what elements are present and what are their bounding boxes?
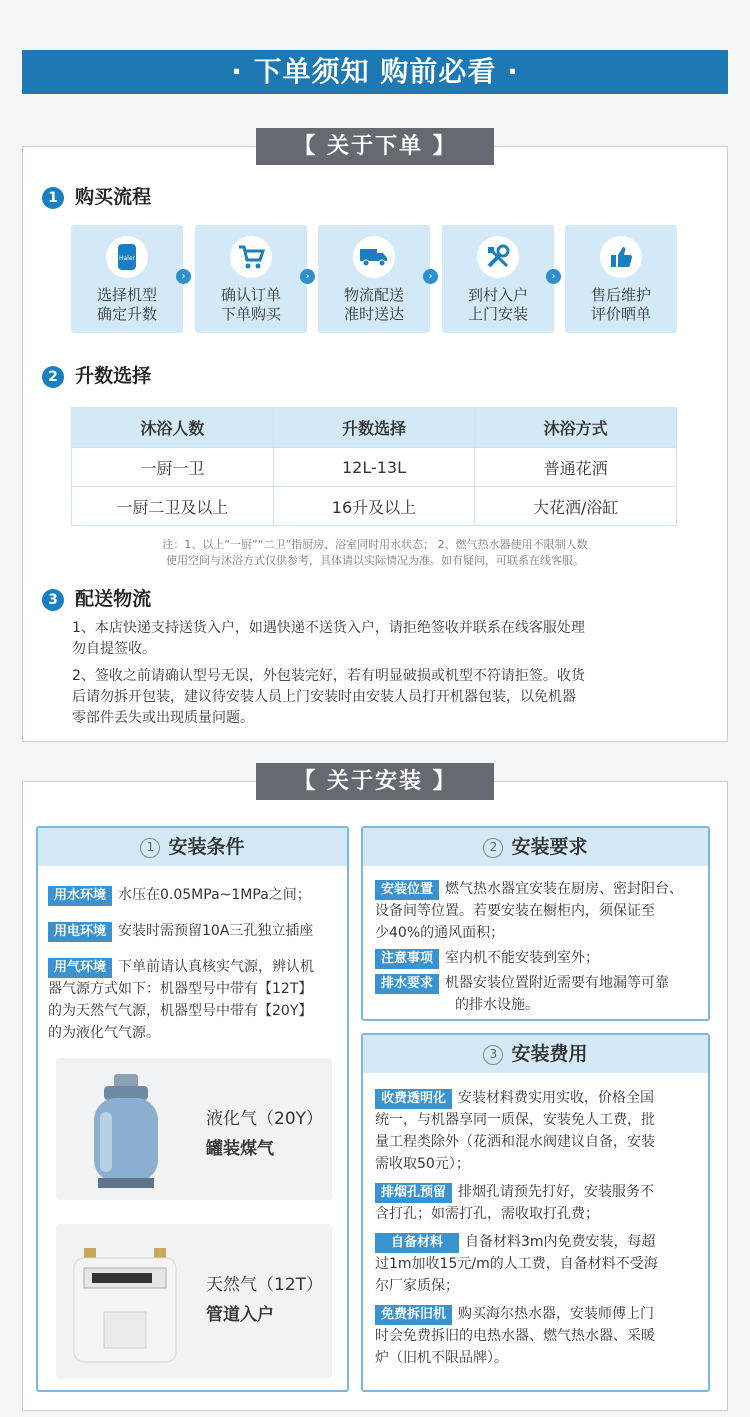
fee-exhaust-hole xyxy=(375,1181,700,1225)
requirement-drain xyxy=(375,972,700,1016)
install-fees-card xyxy=(361,1033,710,1392)
flow-step xyxy=(565,225,677,333)
fee-text: 购买海尔热水器，安装师傅上门 xyxy=(458,1306,655,1322)
chevron-right-icon: › xyxy=(300,269,315,284)
chevron-right-icon: › xyxy=(546,269,561,284)
truck-icon xyxy=(353,236,395,278)
gas-cylinder-icon xyxy=(86,1072,166,1194)
drain-label: 排水要求 xyxy=(375,974,439,994)
table-header-cell: 沐浴方式 xyxy=(475,408,677,448)
chevron-right-icon: › xyxy=(423,269,438,284)
position-text: 设备间等位置。若要安装在橱柜内，须保证至 xyxy=(375,903,655,919)
fee-text: 统一，与机器享同一质保，安装免人工费，批 xyxy=(375,1112,655,1128)
water-label: 用水环境 xyxy=(48,886,112,906)
fee-text: 排烟孔请预先打好，安装服务不 xyxy=(458,1184,655,1200)
natural-gas-product xyxy=(56,1224,332,1379)
flow-step xyxy=(195,225,307,333)
step-label-line1: 选择机型 xyxy=(96,286,157,304)
gas-text: 的为液化气气源。 xyxy=(48,1025,160,1041)
capacity-note xyxy=(60,537,690,569)
card-number: 3 xyxy=(483,1045,503,1065)
materials-label: 自备材料 xyxy=(375,1233,459,1253)
drain-text: 的排水设施。 xyxy=(455,997,539,1013)
card-title: 安装条件 xyxy=(168,836,245,858)
card-title: 安装费用 xyxy=(511,1043,588,1065)
position-label: 安装位置 xyxy=(375,880,439,900)
section-number: 3 xyxy=(42,589,64,611)
step-label-line2: 评价晒单 xyxy=(590,305,651,323)
order-tab: 【 关于下单 】 xyxy=(256,128,494,165)
para-line: 2、签收之前请确认型号无误，外包装完好，若有明显破损或机型不符请拒签。收货 xyxy=(72,668,585,684)
cart-icon xyxy=(230,236,272,278)
section-capacity-heading xyxy=(42,361,151,388)
water-text: 水压在0.05MPa~1MPa之间； xyxy=(118,887,311,903)
attention-text: 室内机不能安装到室外； xyxy=(445,950,600,966)
table-header-cell: 沐浴人数 xyxy=(72,408,274,448)
table-header-row xyxy=(72,408,677,448)
svg-text:Haier: Haier xyxy=(118,255,136,262)
flow-step xyxy=(318,225,430,333)
gas-label: 用气环境 xyxy=(48,958,112,978)
fee-own-materials xyxy=(375,1231,700,1297)
drain-text: 机器安装位置附近需要有地漏等可靠 xyxy=(445,975,670,991)
section-title: 购买流程 xyxy=(75,186,152,208)
chevron-right-icon: › xyxy=(176,269,191,284)
exhaust-label: 排烟孔预留 xyxy=(375,1183,452,1203)
table-cell: 一厨一卫 xyxy=(72,448,274,487)
step-label-line2: 下单购买 xyxy=(220,305,281,323)
section-title: 配送物流 xyxy=(75,588,152,610)
fee-old-removal xyxy=(375,1303,700,1369)
gas-text: 的为天然气气源，机器型号中带有【20Y】 xyxy=(48,1003,313,1019)
step-label-line2: 确定升数 xyxy=(96,305,157,323)
fee-text: 量工程类除外（花洒和混水阀建议自备，安装 xyxy=(375,1134,655,1150)
attention-label: 注意事项 xyxy=(375,949,439,969)
gas-meter-icon xyxy=(70,1246,180,1370)
section-purchase-flow-heading xyxy=(42,182,151,209)
fee-text: 自备材料3m内免费安装，每超 xyxy=(465,1234,656,1250)
condition-water xyxy=(48,884,337,906)
requirement-position xyxy=(375,878,700,944)
step-label-line1: 到村入户 xyxy=(467,286,528,304)
delivery-text xyxy=(72,618,712,729)
page-banner: · 下单须知 购前必看 · xyxy=(22,50,728,94)
transparent-label: 收费透明化 xyxy=(375,1089,452,1109)
card-header xyxy=(363,1035,708,1073)
install-tab: 【 关于安装 】 xyxy=(256,763,494,800)
note-line: 使用空间与沐浴方式仅供参考，具体请以实际情况为准。如有疑问，可联系在线客服。 xyxy=(166,554,584,567)
lpg-sub: 罐装煤气 xyxy=(206,1139,274,1159)
step-label-line1: 确认订单 xyxy=(220,286,281,304)
fee-text: 安装材料费实用实收，价格全国 xyxy=(458,1090,655,1106)
card-number: 1 xyxy=(140,838,160,858)
fee-text: 时会免费拆旧的电热水器、燃气热水器、采暖 xyxy=(375,1328,655,1344)
step-label-line1: 物流配送 xyxy=(343,286,404,304)
fee-text: 尔厂家质保； xyxy=(375,1278,459,1294)
install-conditions-card xyxy=(36,826,349,1392)
fee-text: 过1m加收15元/m的人工费，自备材料不受海 xyxy=(375,1256,658,1272)
section-delivery-heading xyxy=(42,584,151,611)
table-row xyxy=(72,448,677,487)
position-text: 燃气热水器宜安装在厨房、密封阳台、 xyxy=(445,881,684,897)
table-cell: 一厨二卫及以上 xyxy=(72,487,274,526)
table-header-cell: 升数选择 xyxy=(273,408,475,448)
step-label-line1: 售后维护 xyxy=(590,286,651,304)
step-label-line2: 准时送达 xyxy=(343,305,404,323)
requirement-attention xyxy=(375,947,700,969)
para-line: 后请勿拆开包装，建议待安装人员上门安装时由安装人员打开机器包装，以免机器 xyxy=(72,689,576,705)
natural-gas-name: 天然气（12T） xyxy=(206,1275,324,1295)
para-line: 1、本店快递支持送货入户，如遇快递不送货入户，请拒绝签收并联系在线客服处理 xyxy=(72,620,585,636)
tools-icon xyxy=(477,236,519,278)
removal-label: 免费拆旧机 xyxy=(375,1305,452,1325)
electric-text: 安装时需预留10A三孔独立插座 xyxy=(118,923,314,939)
step-label-line2: 上门安装 xyxy=(467,305,528,323)
flow-step xyxy=(71,225,183,333)
table-row xyxy=(72,487,677,526)
install-requirements-card xyxy=(361,826,710,1021)
note-line: 注：1、以上“一厨”“二卫”指厨房、浴室同时用水状态； 2、燃气热水器使用不限制人数 xyxy=(162,538,588,551)
thumbs-up-icon xyxy=(600,236,642,278)
gas-text: 器气源方式如下：机器型号中带有【12T】 xyxy=(48,981,313,997)
lpg-name: 液化气（20Y） xyxy=(206,1109,324,1129)
card-title: 安装要求 xyxy=(511,836,588,858)
card-header xyxy=(38,828,347,866)
table-cell: 大花洒/浴缸 xyxy=(475,487,677,526)
condition-gas xyxy=(48,956,337,1044)
table-cell: 16升及以上 xyxy=(273,487,475,526)
para-line: 勿自提签收。 xyxy=(72,641,156,657)
position-text: 少40%的通风面积； xyxy=(375,925,505,941)
condition-electric xyxy=(48,920,337,942)
fee-text: 炉（旧机不限品牌）。 xyxy=(375,1350,508,1366)
section-number: 2 xyxy=(42,366,64,388)
natural-gas-sub: 管道入户 xyxy=(206,1305,274,1325)
fee-transparent xyxy=(375,1087,700,1175)
fee-text: 含打孔；如需打孔，需收取打孔费； xyxy=(375,1206,599,1222)
para-line: 零部件丢失或出现质量问题。 xyxy=(72,710,254,726)
section-title: 升数选择 xyxy=(75,365,152,387)
table-cell: 12L-13L xyxy=(273,448,475,487)
card-header xyxy=(363,828,708,866)
card-number: 2 xyxy=(483,838,503,858)
water-heater-icon xyxy=(106,236,148,278)
fee-text: 需收取50元）； xyxy=(375,1156,470,1172)
section-number: 1 xyxy=(42,187,64,209)
capacity-table xyxy=(71,407,677,526)
electric-label: 用电环境 xyxy=(48,922,112,942)
lpg-product xyxy=(56,1058,332,1200)
gas-text: 下单前请认真核实气源，辨认机 xyxy=(118,959,315,975)
table-cell: 普通花洒 xyxy=(475,448,677,487)
flow-step xyxy=(442,225,554,333)
